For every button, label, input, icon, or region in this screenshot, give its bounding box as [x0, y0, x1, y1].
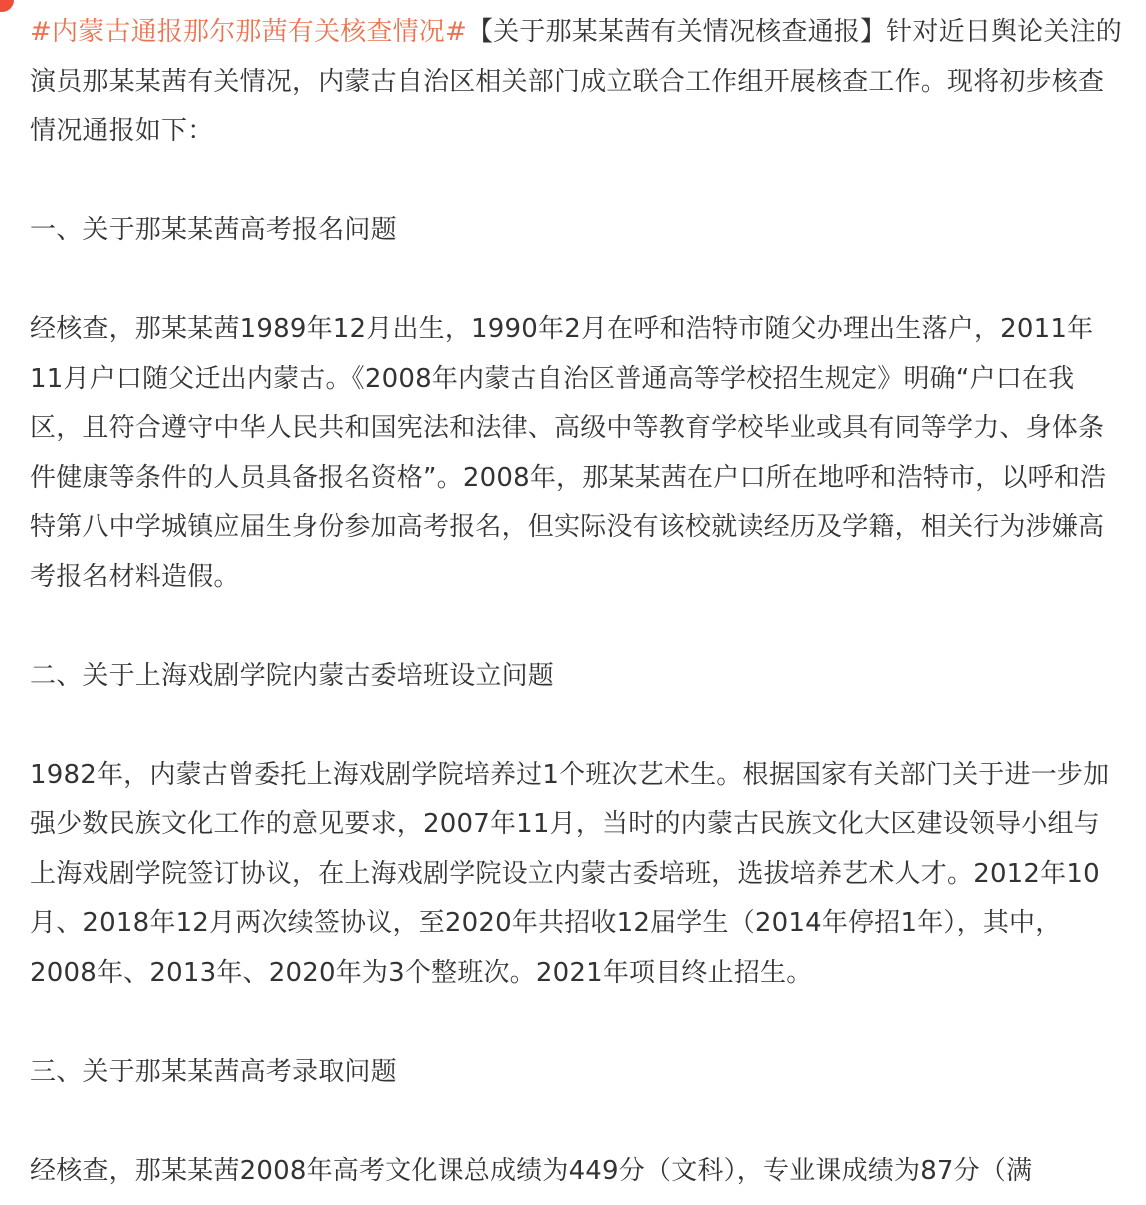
section-heading-2: 二、关于上海戏剧学院内蒙古委培班设立问题	[30, 660, 555, 691]
paragraph-gap	[30, 1097, 1125, 1147]
section-body-1: 经核查，那某某茜1989年12月出生，1990年2月在呼和浩特市随父办理出生落户，2011年11月户口随父迁出内蒙古。《2008年内蒙古自治区普通高等学校招生规定》明确“户口在我区，且符合遵守中华人民共和国宪法和法律、高级中等教育学校毕业或具有同等学力、身体条件健康等条件的人员具备报名资格”。2008年，那某某茜在户口所在地呼和浩特市，以呼和浩特第八中学城镇应届生身份参加高考报名，但实际没有该校就读经历及学籍，相关行为涉嫌高考报名材料造假。	[30, 314, 1107, 592]
weibo-post-body	[30, 8, 1125, 1196]
section-body-2: 1982年，内蒙古曾委托上海戏剧学院培养过1个班次艺术生。根据国家有关部门关于进一步加强少数民族文化工作的意见要求，2007年11月，当时的内蒙古民族文化大区建设领导小组与上海戏剧学院签订协议，在上海戏剧学院设立内蒙古委培班，选拔培养艺术人才。2012年10月、2018年12月两次续签协议，至2020年共招收12届学生（2014年停招1年），其中，2008年、2013年、2020年为3个整班次。2021年项目终止招生。	[30, 759, 1110, 988]
paragraph-gap	[30, 256, 1125, 306]
paragraph-gap	[30, 701, 1125, 751]
paragraph-gap	[30, 998, 1125, 1048]
paragraph-gap	[30, 602, 1125, 652]
intro-text: 【关于那某某茜有关情况核查通报】针对近日舆论关注的演员那某某茜有关情况，内蒙古自治区相关部门成立联合工作组开展核查工作。现将初步核查情况通报如下：	[30, 17, 1122, 146]
avatar-badge	[0, 0, 14, 12]
section-body-3: 经核查，那某某茜2008年高考文化课总成绩为449分（文科），专业课成绩为87分（满	[30, 1155, 1033, 1186]
post-intro	[30, 8, 1125, 157]
section-heading-3: 三、关于那某某茜高考录取问题	[30, 1056, 397, 1087]
section-heading-1: 一、关于那某某茜高考报名问题	[30, 215, 397, 245]
paragraph-gap	[30, 157, 1125, 207]
hashtag-link[interactable]: #内蒙古通报那尔那茜有关核查情况#	[30, 17, 467, 47]
